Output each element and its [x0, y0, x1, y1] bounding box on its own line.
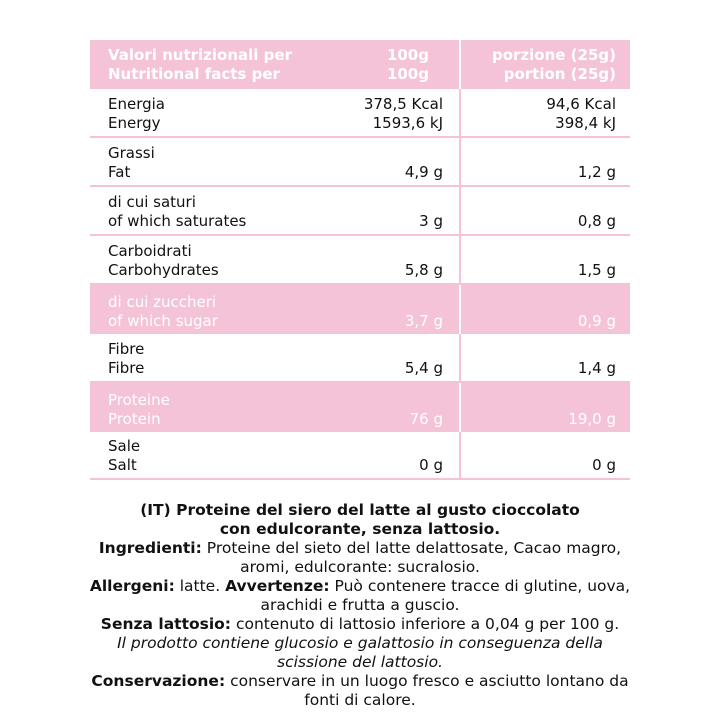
nutrient-name-it: Carboidrati [108, 242, 192, 260]
nutrient-name-en: Salt [108, 456, 137, 474]
value-portion: 0 g [592, 456, 616, 474]
header-label-en: Nutritional facts per [108, 64, 280, 83]
allergens-line [20, 577, 700, 596]
portion-cell [461, 334, 630, 383]
nutrient-cell [90, 236, 459, 285]
value-100g: 0 g [419, 456, 443, 474]
value-100g: 5,8 g [404, 261, 443, 279]
header-100-it: 100g [386, 45, 429, 64]
ingredients-text1: Proteine del sieto del latte delattosate, Cacao magro, [201, 539, 622, 557]
nutrition-table [90, 40, 630, 480]
portion-cell [461, 383, 630, 432]
value-portion-primary: 94,6 Kcal [546, 95, 616, 113]
note-line1: Il prodotto contiene glucosio e galattosio in conseguenza della [117, 634, 603, 652]
nutrient-name-it: di cui zuccheri [108, 293, 217, 311]
portion-cell [461, 138, 630, 187]
value-portion: 0,8 g [577, 212, 616, 230]
nutrient-name-en: of which sugar [108, 312, 218, 330]
ingredients-label: Ingredienti: [98, 539, 202, 557]
portion-cell [461, 187, 630, 236]
product-title-line1: (IT) Proteine del siero del latte al gusto cioccolato [140, 501, 580, 519]
header-label-it: Valori nutrizionali per [108, 45, 292, 64]
nutrient-name-en: Fat [108, 163, 131, 181]
nutrient-cell [90, 334, 459, 383]
allergens-label: Allergeni: [89, 577, 175, 595]
nutrient-name-it: Proteine [108, 391, 170, 409]
value-100g: 3,7 g [404, 312, 443, 330]
value-portion: 1,5 g [577, 261, 616, 279]
storage-label: Conservazione: [91, 672, 226, 690]
lactose-text: contenuto di lattosio inferiore a 0,04 g per 100 g. [231, 615, 620, 633]
ingredients-line1 [20, 539, 700, 558]
value-100g: 5,4 g [404, 359, 443, 377]
product-title-line2: con edulcorante, senza lattosio. [219, 520, 501, 538]
nutrient-name-en: Energy [108, 114, 161, 132]
nutrient-name-en: Carbohydrates [108, 261, 219, 279]
header-portion-en: portion (25g) [503, 64, 616, 83]
nutrient-name-it: Grassi [108, 144, 155, 162]
value-100g: 4,9 g [404, 163, 443, 181]
portion-cell [461, 89, 630, 138]
nutrient-cell [90, 432, 459, 480]
nutrient-name-en: of which saturates [108, 212, 247, 230]
value-100g: 3 g [419, 212, 443, 230]
nutrient-name-en: Protein [108, 410, 161, 428]
lactose-line [20, 615, 700, 634]
value-portion: 19,0 g [568, 410, 616, 428]
nutrient-name-it: Energia [108, 95, 165, 113]
nutrient-cell [90, 187, 459, 236]
value-100g: 1593,6 kJ [372, 114, 443, 132]
value-portion: 0,9 g [577, 312, 616, 330]
storage-line1 [20, 672, 700, 691]
allergens-text: latte. [174, 577, 226, 595]
product-description [20, 501, 700, 710]
note-line2: scissione del lattosio. [277, 653, 443, 671]
value-100g-primary: 378,5 Kcal [363, 95, 443, 113]
portion-cell [461, 432, 630, 480]
ingredients-line2: aromi, edulcorante: sucralosio. [240, 558, 480, 576]
nutrient-cell [90, 138, 459, 187]
warnings-label: Avvertenze: [225, 577, 330, 595]
header-portion-cell [461, 40, 630, 89]
nutrient-cell [90, 285, 459, 334]
nutrient-name-it: di cui saturi [108, 193, 196, 211]
value-portion: 398,4 kJ [555, 114, 616, 132]
header-100-en: 100g [386, 64, 429, 83]
warnings-line2: arachidi e frutta a guscio. [260, 596, 460, 614]
nutrient-name-it: Fibre [108, 340, 145, 358]
lactose-label: Senza lattosio: [100, 615, 232, 633]
value-portion: 1,4 g [577, 359, 616, 377]
value-portion: 1,2 g [577, 163, 616, 181]
portion-cell [461, 236, 630, 285]
value-100g: 76 g [409, 410, 443, 428]
warnings-text1: Può contenere tracce di glutine, uova, [329, 577, 631, 595]
nutrient-name-it: Sale [108, 437, 141, 455]
portion-cell [461, 285, 630, 334]
header-portion-it: porzione (25g) [491, 45, 616, 64]
nutrient-cell [90, 89, 459, 138]
nutrient-name-en: Fibre [108, 359, 145, 377]
storage-text1: conservare in un luogo fresco e asciutto lontano da [225, 672, 629, 690]
storage-line2: fonti di calore. [304, 691, 416, 709]
nutrient-cell [90, 383, 459, 432]
header-label-cell [90, 40, 459, 89]
